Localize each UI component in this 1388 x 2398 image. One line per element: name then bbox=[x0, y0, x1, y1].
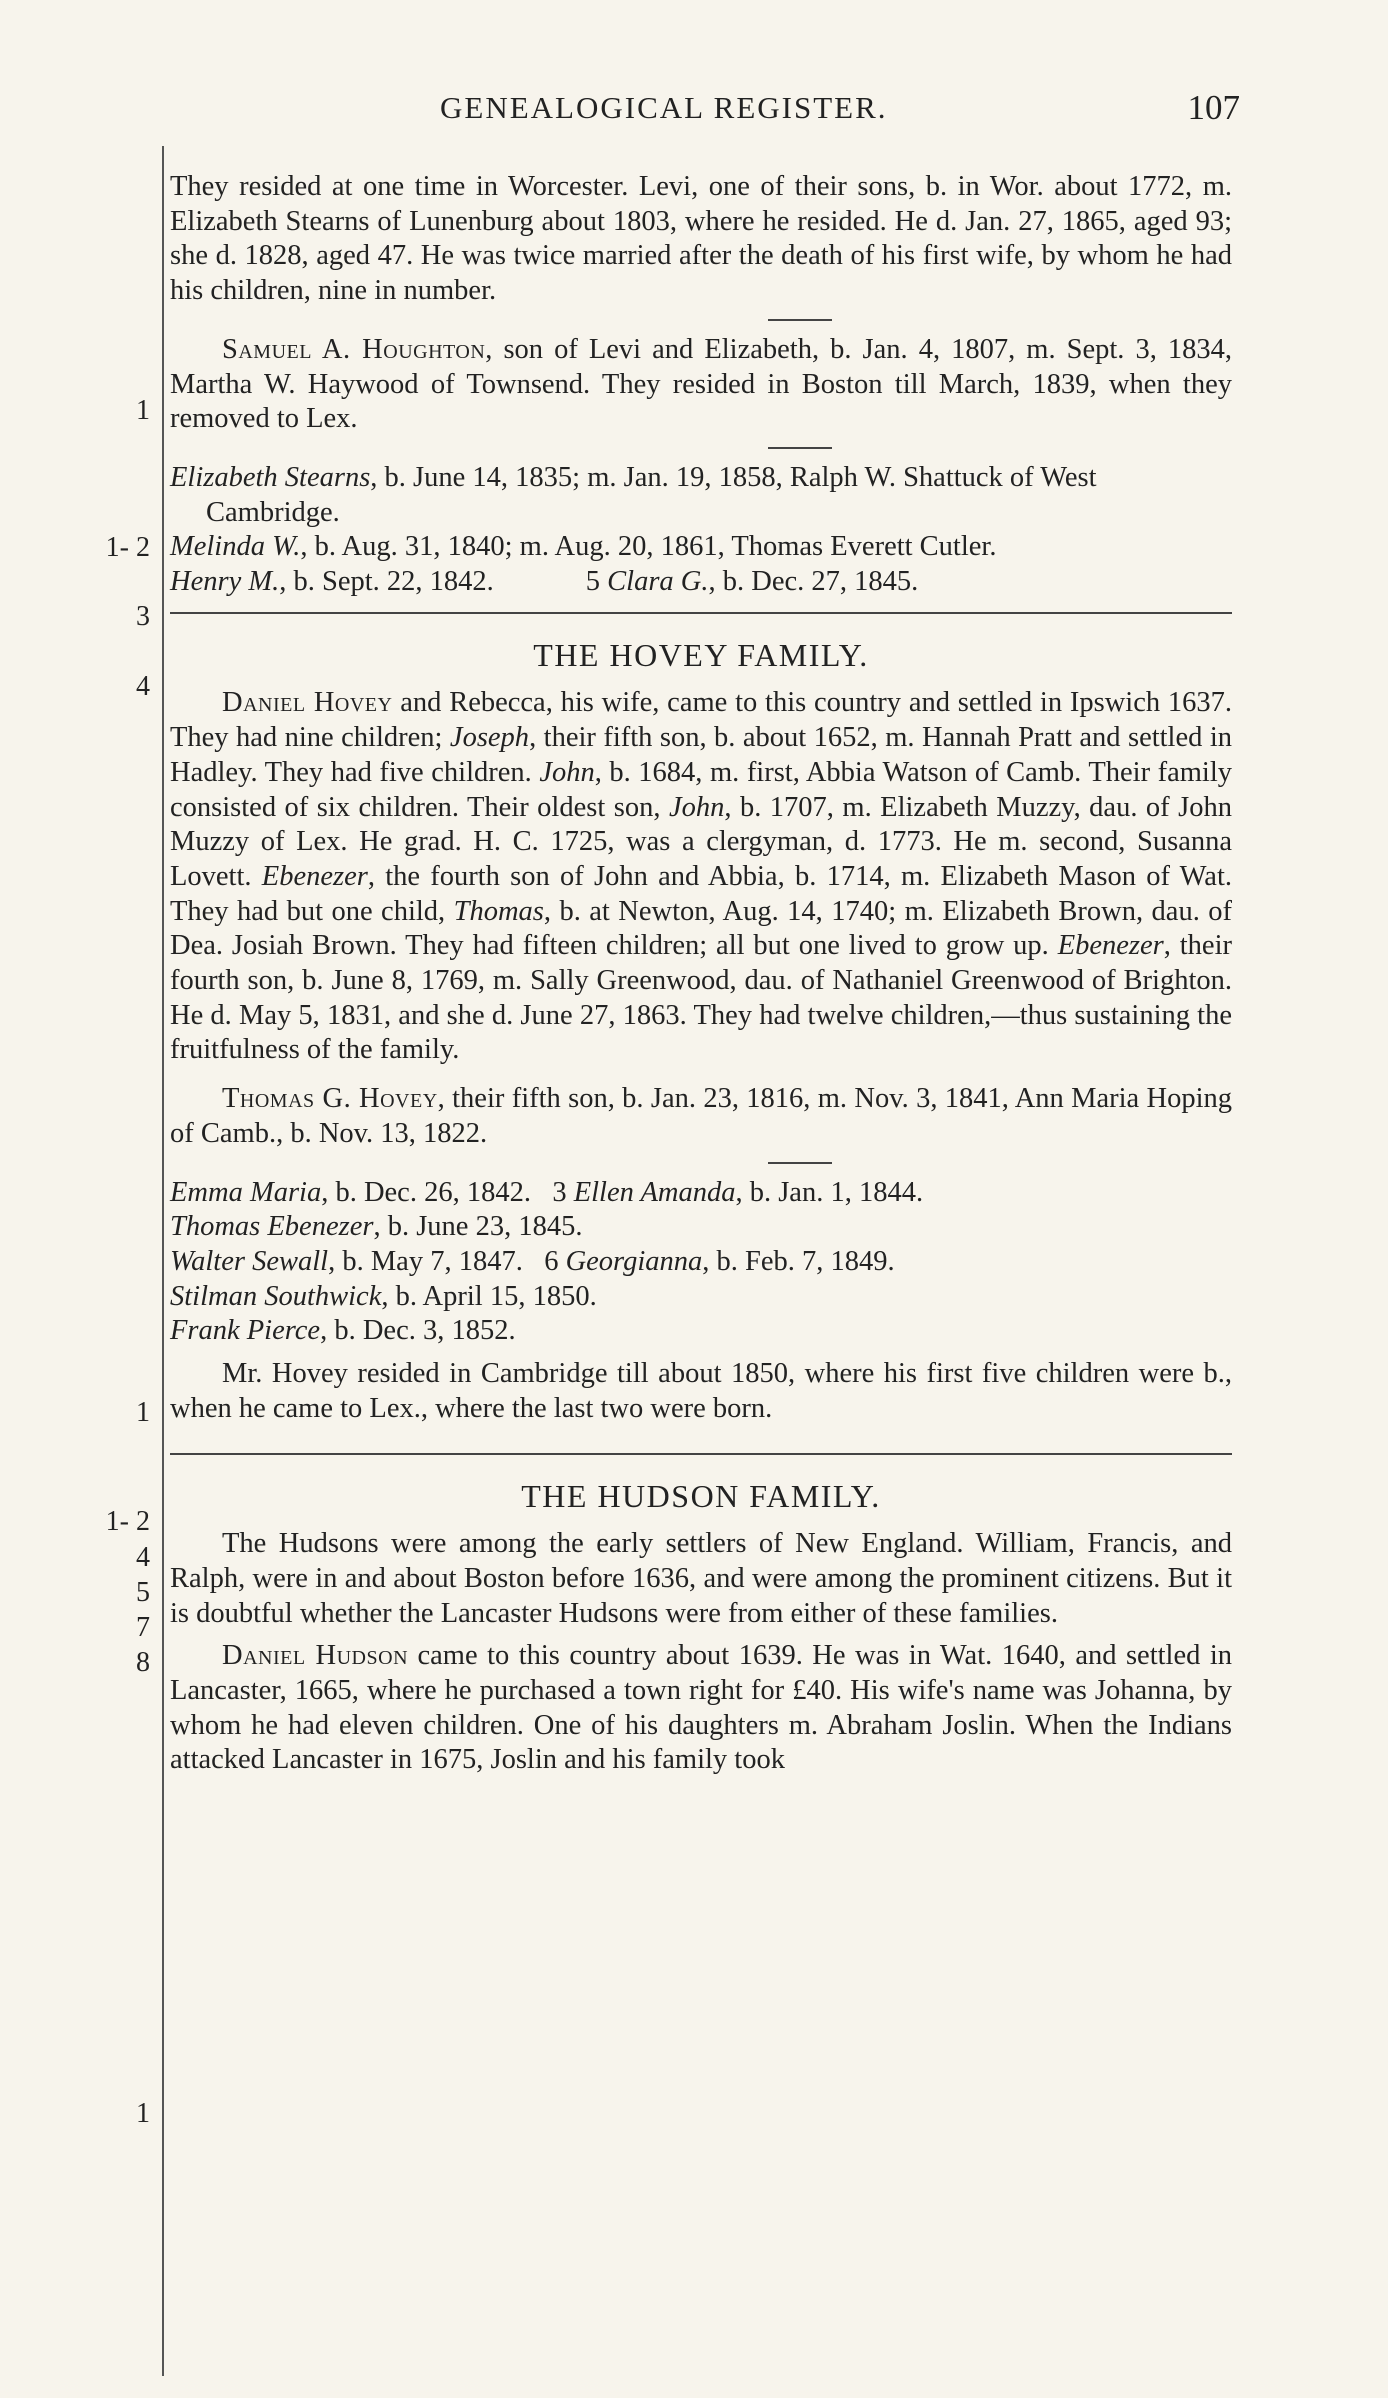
person-name: Samuel A. Houghton bbox=[222, 333, 486, 365]
margin-numbers bbox=[0, 0, 150, 2398]
person-name: John bbox=[668, 791, 725, 823]
entry-text: , b. Sept. 22, 1842. bbox=[279, 566, 494, 598]
margin-number: 1 bbox=[136, 395, 150, 426]
entry-text: , b. 1684, m. first, Abbia Watson of Camb. Their family consisted of six children. Their oldest son, bbox=[170, 756, 1232, 823]
margin-number: 3 bbox=[136, 601, 150, 632]
daniel-hudson-entry bbox=[170, 1639, 1232, 1778]
entry-text: , b. Dec. 27, 1845. bbox=[708, 566, 919, 598]
hovey-closing-paragraph: Mr. Hovey resided in Cambridge till about 1850, where his first five children were b., when he came to Lex., where the last two were born. bbox=[170, 1358, 1232, 1424]
child-name: Thomas Ebenezer bbox=[170, 1211, 374, 1243]
margin-number: 1 bbox=[136, 1397, 150, 1428]
intro-paragraph: They resided at one time in Worcester. Levi, one of their sons, b. in Wor. about 1772, m. Elizabeth Stearns of Lunenburg about 1803, where he resided. He d. Jan. 27, 1865, aged 93; she d. 1828, aged 47. He was twice married after the death of his first wife, by whom he had his children, nine in number. bbox=[170, 171, 1232, 307]
child-name: Clara G. bbox=[607, 566, 709, 598]
margin-number: 7 bbox=[136, 1612, 150, 1643]
person-name: Thomas G. Hovey bbox=[222, 1083, 438, 1115]
entry-text: , b. April 15, 1850. bbox=[381, 1280, 597, 1312]
person-name: Ebenezer bbox=[261, 860, 368, 892]
entry-text: , their fifth son, b. Jan. 23, 1816, m. Nov. 3, 1841, Ann Maria Hoping of Camb., b. Nov. 13, 1822. bbox=[170, 1083, 1233, 1149]
running-header bbox=[440, 90, 1240, 134]
hudson-intro-paragraph: The Hudsons were among the early settlers of New England. William, Francis, and Ralph, were in and about Boston before 1636, and were among the prominent citizens. But it is doubtful whether the Lancaster Hudsons were from either of these families. bbox=[170, 1528, 1232, 1629]
person-name: Daniel Hudson bbox=[222, 1640, 409, 1672]
inline-number: 6 bbox=[544, 1245, 559, 1277]
entry-text: , b. Aug. 31, 1840; m. Aug. 20, 1861, Thomas Everett Cutler. bbox=[300, 531, 997, 563]
child-name: Walter Sewall bbox=[170, 1245, 329, 1277]
margin-rule bbox=[162, 146, 164, 2376]
entry-text: and Rebecca, his wife, came to this country and settled in Ipswich 1637. They had nine children; bbox=[170, 687, 1232, 754]
margin-number: 1- 2 bbox=[105, 1506, 150, 1537]
child-entry bbox=[170, 530, 1232, 565]
child-name: Georgianna bbox=[565, 1245, 703, 1277]
child-entry bbox=[170, 461, 1232, 530]
entry-text: , b. May 7, 1847. bbox=[328, 1245, 523, 1277]
entry-text: , b. Dec. 26, 1842. bbox=[321, 1176, 531, 1208]
entry-text: , b. Dec. 3, 1852. bbox=[320, 1315, 516, 1347]
margin-number: 4 bbox=[136, 671, 150, 702]
section-rule bbox=[170, 612, 1232, 614]
entry-text: , the fourth son of John and Abbia, b. 1714, m. Elizabeth Mason of Wat. They had but one child, bbox=[170, 860, 1232, 927]
entry-text: , b. at Newton, Aug. 14, 1740; m. Elizabeth Brown, dau. of Dea. Josiah Brown. They had fifteen children; all but one lived to grow up. bbox=[170, 895, 1232, 962]
section-heading: THE HUDSON FAMILY. bbox=[521, 1477, 881, 1514]
thomas-hovey-entry bbox=[170, 1082, 1232, 1151]
running-title: GENEALOGICAL REGISTER. bbox=[440, 90, 888, 125]
person-name: John bbox=[539, 756, 595, 788]
child-entry bbox=[170, 1280, 1232, 1315]
person-name: Thomas bbox=[453, 895, 544, 927]
inline-number: 3 bbox=[552, 1176, 567, 1208]
child-name: Ellen Amanda bbox=[573, 1176, 736, 1208]
short-rule bbox=[768, 447, 832, 449]
child-name: Henry M. bbox=[170, 566, 280, 598]
entry-text: , b. Jan. 1, 1844. bbox=[735, 1176, 924, 1208]
page-body bbox=[170, 170, 1232, 1778]
short-rule bbox=[768, 319, 832, 321]
entry-text: , b. June 14, 1835; m. Jan. 19, 1858, Ralph W. Shattuck of West Cambridge. bbox=[206, 461, 1097, 528]
child-entry bbox=[170, 565, 1232, 600]
child-name: Stilman Southwick bbox=[170, 1280, 382, 1312]
entry-text: , b. June 23, 1845. bbox=[373, 1211, 583, 1243]
child-entry bbox=[170, 1210, 1232, 1245]
entry-text: , b. Feb. 7, 1849. bbox=[702, 1245, 895, 1277]
child-name: Melinda W. bbox=[170, 531, 301, 563]
entry-text: , their fourth son, b. June 8, 1769, m. Sally Greenwood, dau. of Nathaniel Greenwood of Brighton. He d. May 5, 1831, and she d. June 27, 1863. They had twelve children,—thus sustaining the fruitfulness of the family. bbox=[170, 930, 1232, 1066]
person-name: Ebenezer bbox=[1057, 930, 1164, 962]
margin-number: 8 bbox=[136, 1647, 150, 1678]
section-heading: THE HOVEY FAMILY. bbox=[533, 636, 869, 673]
margin-number: 1 bbox=[136, 2098, 150, 2129]
page-number: 107 bbox=[1187, 88, 1240, 127]
person-name: Daniel Hovey bbox=[222, 687, 393, 719]
entry-text: came to this country about 1639. He was in Wat. 1640, and settled in Lancaster, 1665, where he purchased a town right for £40. His wife's name was Johanna, by whom he had eleven children. One of his daughters m. Abraham Joslin. When the Indians attacked Lancaster in 1675, Joslin and his family took bbox=[170, 1640, 1232, 1776]
child-entry bbox=[170, 1245, 1232, 1280]
child-entry bbox=[170, 1176, 1232, 1211]
entry-text: , b. 1707, m. Elizabeth Muzzy, dau. of John Muzzy of Lex. He grad. H. C. 1725, was a clergyman, d. 1773. He m. second, Susanna Lovett. bbox=[170, 791, 1232, 892]
section-rule bbox=[170, 1453, 1232, 1455]
child-name: Elizabeth Stearns bbox=[170, 461, 371, 493]
inline-number: 5 bbox=[585, 566, 601, 598]
short-rule bbox=[768, 1162, 832, 1164]
margin-number: 1- 2 bbox=[105, 532, 150, 563]
entry-text: , son of Levi and Elizabeth, b. Jan. 4, 1807, m. Sept. 3, 1834, Martha W. Haywood of Townsend. They resided in Boston till March, 1839, when they removed to Lex. bbox=[170, 333, 1232, 435]
margin-number: 5 bbox=[136, 1577, 150, 1608]
margin-number: 4 bbox=[136, 1542, 150, 1573]
child-name: Emma Maria bbox=[170, 1176, 322, 1208]
child-name: Frank Pierce bbox=[170, 1315, 321, 1347]
child-entry bbox=[170, 1314, 1232, 1349]
hovey-history-paragraph bbox=[170, 686, 1232, 1068]
entry-text: , their fifth son, b. about 1652, m. Hannah Pratt and settled in Hadley. They had five children. bbox=[170, 722, 1232, 788]
samuel-houghton-entry bbox=[170, 333, 1232, 437]
person-name: Joseph bbox=[449, 722, 530, 754]
